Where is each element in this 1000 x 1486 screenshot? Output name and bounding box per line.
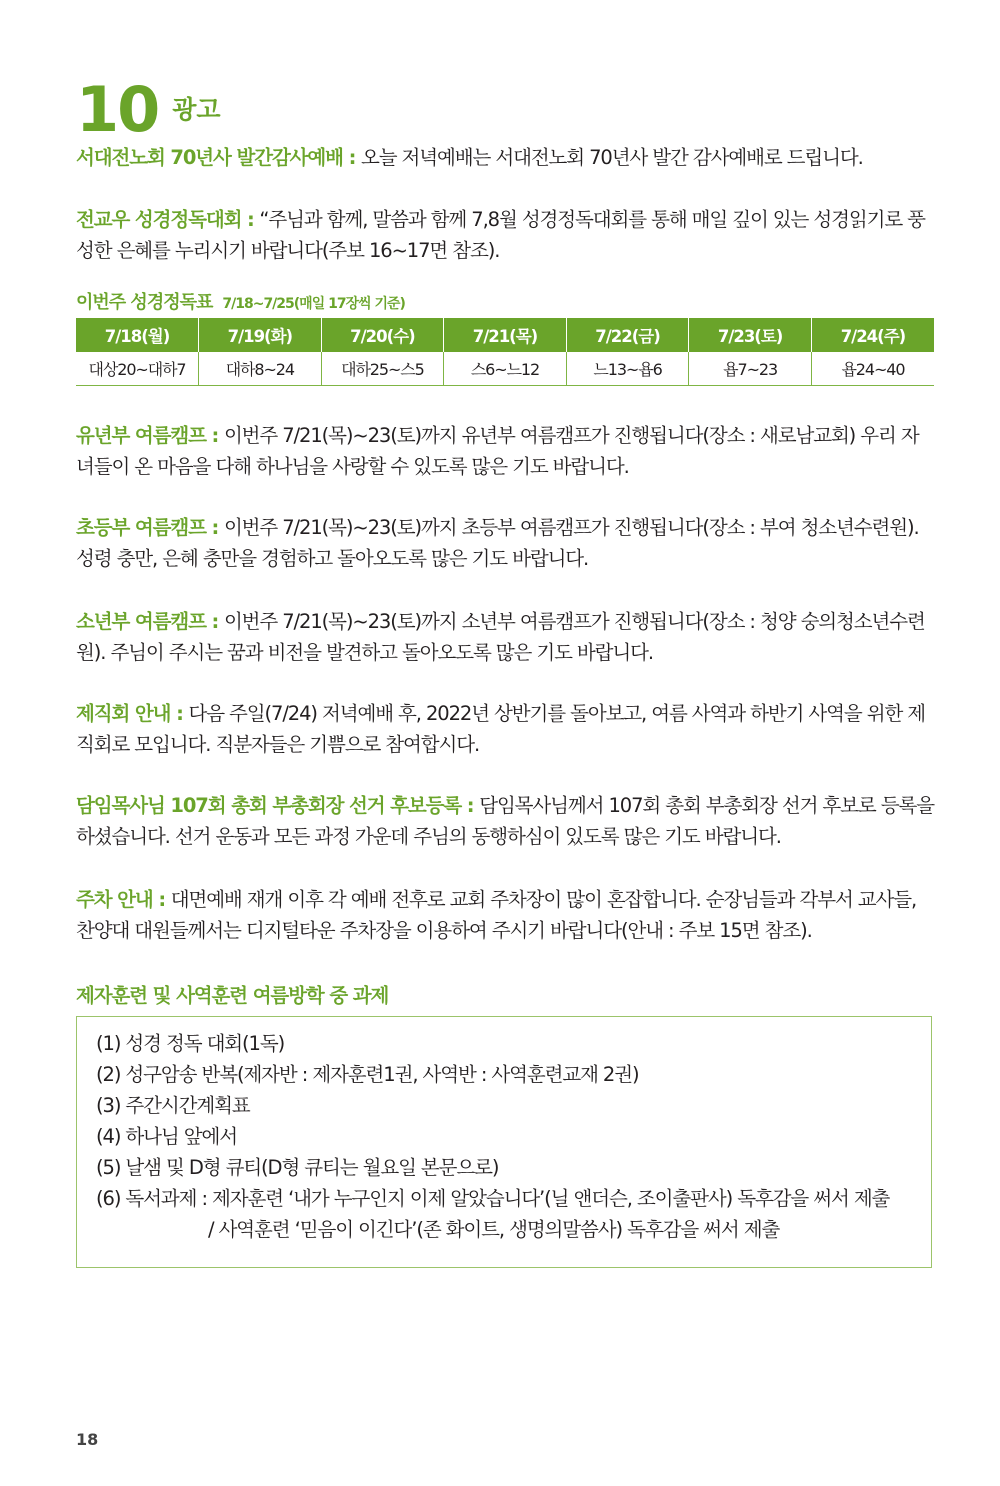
schedule-reading-cell: 욥7~23 — [689, 352, 812, 386]
schedule-title-text: 이번주 성경정독표 — [76, 292, 213, 313]
schedule-reading-cell: 대하8~24 — [199, 352, 322, 386]
notice-label: 주차 안내 : — [76, 888, 171, 911]
assignment-item: (2) 성구암송 반복(제자반 : 제자훈련1권, 사역반 : 사역훈련교재 2권) — [96, 1063, 639, 1086]
schedule-range: 7/18~7/25(매일 17장씩 기준) — [222, 296, 405, 312]
notice-label: 서대전노회 70년사 발간감사예배 : — [76, 146, 361, 169]
schedule-day-header: 7/21(목) — [444, 318, 567, 352]
schedule-reading-cell: 느13~욥6 — [566, 352, 689, 386]
notice-label: 제직회 안내 : — [76, 702, 189, 725]
notice-elementary-camp — [76, 512, 934, 574]
schedule-day-header: 7/20(수) — [321, 318, 444, 352]
notice-parking — [76, 884, 934, 946]
schedule-day-header: 7/22(금) — [566, 318, 689, 352]
notice-label: 소년부 여름캠프 : — [76, 610, 224, 633]
schedule-day-header: 7/19(화) — [199, 318, 322, 352]
schedule-reading-cell: 대하25~스5 — [321, 352, 444, 386]
assignment-item: (1) 성경 정독 대회(1독) — [96, 1032, 285, 1055]
notice-youth-camp — [76, 606, 934, 668]
schedule-day-header: 7/24(주) — [811, 318, 934, 352]
schedule-reading-cell: 욥24~40 — [811, 352, 934, 386]
notice-label: 유년부 여름캠프 : — [76, 424, 224, 447]
notice-label: 초등부 여름캠프 : — [76, 516, 224, 539]
schedule-header-row — [76, 318, 934, 352]
notice-presbytery-service — [76, 142, 934, 173]
page-number: 18 — [76, 1430, 99, 1449]
schedule-reading-cell: 대상20~대하7 — [76, 352, 199, 386]
notice-text: 오늘 저녁예배는 서대전노회 70년사 발간 감사예배로 드립니다. — [360, 146, 863, 169]
schedule-reading-cell: 스6~느12 — [444, 352, 567, 386]
notice-text: 이번주 7/21(목)~23(토)까지 유년부 여름캠프가 진행됩니다(장소 : 새로남교회) 우리 자녀들이 온 마음을 다해 하나님을 사랑할 수 있도록 많은 기도 바랍니다. — [76, 424, 919, 478]
notice-text: “주님과 함께, 말씀과 함께 7,8월 성경정독대회를 통해 매일 깊이 있는 성경읽기로 풍성한 은혜를 누리시기 바랍니다(주보 16~17면 참조). — [76, 208, 925, 262]
assignment-item: (4) 하나님 앞에서 — [96, 1125, 237, 1148]
assignments-box — [76, 1016, 932, 1268]
section-header — [76, 62, 221, 146]
notice-label: 담임목사님 107회 총회 부총회장 선거 후보등록 : — [76, 794, 480, 817]
notice-kids-camp — [76, 420, 934, 482]
notice-label: 전교우 성경정독대회 : — [76, 208, 260, 231]
notice-text: 이번주 7/21(목)~23(토)까지 초등부 여름캠프가 진행됩니다(장소 : 부여 청소년수련원). 성령 충만, 은혜 충만을 경험하고 돌아오도록 많은 기도 바랍니다. — [76, 516, 919, 570]
notice-bible-reading-contest — [76, 204, 934, 266]
section-number: 10 — [76, 73, 159, 146]
section-title: 광고 — [172, 95, 221, 124]
schedule-day-header: 7/23(토) — [689, 318, 812, 352]
schedule-day-header: 7/18(월) — [76, 318, 199, 352]
assignment-item-continuation: / 사역훈련 ‘믿음이 이긴다’(존 화이트, 생명의말씀사) 독후감을 써서 제출 — [208, 1218, 780, 1241]
assignments-title: 제자훈련 및 사역훈련 여름방학 중 과제 — [76, 984, 389, 1007]
assignment-item: (3) 주간시간계획표 — [96, 1094, 250, 1117]
notice-text: 이번주 7/21(목)~23(토)까지 소년부 여름캠프가 진행됩니다(장소 : 청양 숭의청소년수련원). 주님이 주시는 꿈과 비전을 발견하고 돌아오도록 많은 기도 바랍니다. — [76, 610, 925, 664]
notice-text: 대면예배 재개 이후 각 예배 전후로 교회 주차장이 많이 혼잡합니다. 순장님들과 각부서 교사들, 찬양대 대원들께서는 디지털타운 주차장을 이용하여 주시기 바랍니다(안내 : 주보 15면 참조). — [76, 888, 917, 942]
notice-officers-meeting — [76, 698, 934, 760]
notice-pastor-candidacy — [76, 790, 934, 852]
assignment-item: (6) 독서과제 : 제자훈련 ‘내가 누구인지 이제 알았습니다’(닐 앤더슨, 조이출판사) 독후감을 써서 제출 — [96, 1187, 890, 1210]
schedule-title — [76, 288, 405, 314]
notice-text: 다음 주일(7/24) 저녁예배 후, 2022년 상반기를 돌아보고, 여름 사역과 하반기 사역을 위한 제직회로 모입니다. 직분자들은 기쁨으로 참여합시다. — [76, 702, 926, 756]
reading-schedule-table — [76, 318, 934, 386]
notice-text: 담임목사님께서 107회 총회 부총회장 선거 후보로 등록을 하셨습니다. 선거 운동과 모든 과정 가운데 주님의 동행하심이 있도록 많은 기도 바랍니다. — [76, 794, 934, 848]
schedule-reading-row — [76, 352, 934, 386]
assignment-item: (5) 날샘 및 D형 큐티(D형 큐티는 월요일 본문으로) — [96, 1156, 499, 1179]
